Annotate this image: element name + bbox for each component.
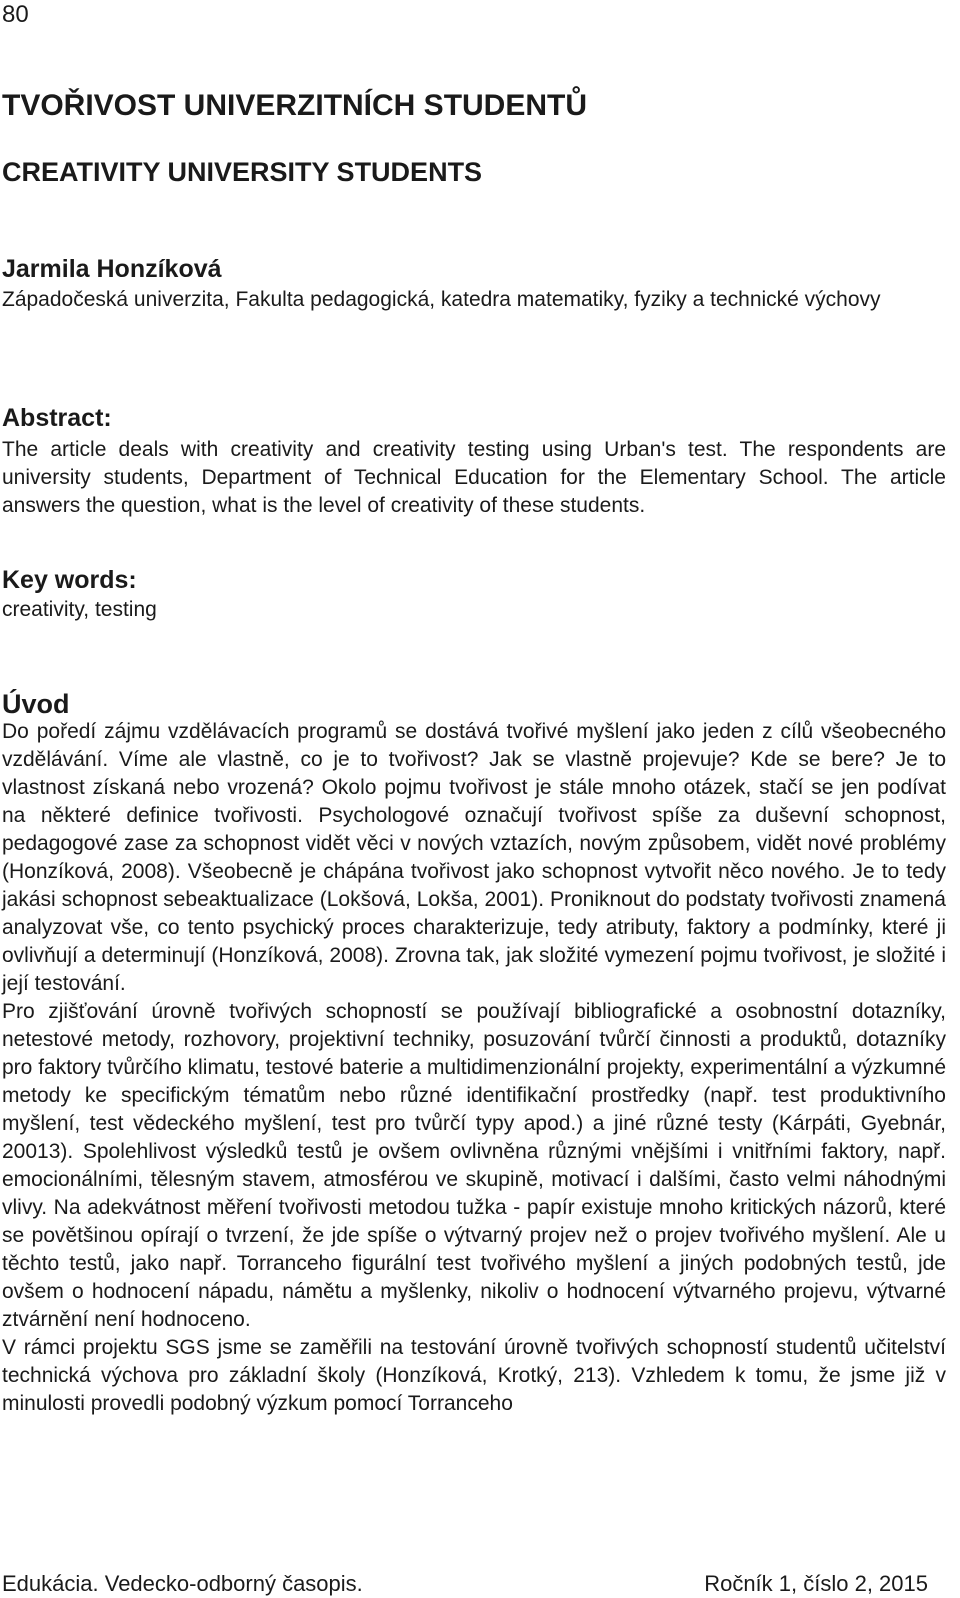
footer-journal: Edukácia. Vedecko-odborný časopis. bbox=[2, 1571, 363, 1596]
footer-issue: Ročník 1, číslo 2, 2015 bbox=[704, 1571, 928, 1596]
author-name: Jarmila Honzíková bbox=[2, 255, 222, 283]
author-affiliation: Západočeská univerzita, Fakulta pedagogická, katedra matematiky, fyziky a technické výchovy bbox=[2, 288, 881, 311]
body-paragraph: Do poředí zájmu vzdělávacích programů se dostává tvořivé myšlení jako jeden z cílů všeobecného vzdělávání. Víme ale vlastně, co je to tvořivost? Jak se vlastně projevuje? Kde se bere? Je to vlastnost získaná nebo vrozená? Okolo pojmu tvořivost je stále mnoho otázek, stačí se jen podívat na některé definice tvořivosti. Psychologové označují tvořivost spíše za duševní schopnost, pedagogové zase za schopnost vidět věci v nových vztazích, novým způsobem, vidět nové problémy (Honzíková, 2008). Všeobecně je chápána tvořivost jako schopnost vytvořit něco nového. Je to tedy jakási schopnost sebeaktualizace (Lokšová, Lokša, 2001). Proniknout do podstaty tvořivosti znamená analyzovat vše, co tento psychický proces charakterizuje, tedy atributy, faktory a podmínky, které ji ovlivňují a determinují (Honzíková, 2008). Zrovna tak, jak složité vymezení pojmu tvořivost, je složité i její testování. bbox=[2, 720, 946, 995]
abstract-heading: Abstract: bbox=[2, 404, 112, 432]
keywords-heading: Key words: bbox=[2, 566, 137, 594]
body-paragraph: V rámci projektu SGS jsme se zaměřili na testování úrovně tvořivých schopností studentů učitelství technická výchova pro základní školy (Honzíková, Krotký, 213). Vzhledem k tomu, že jsme již v minulosti provedli podobný výzkum pomocí Torranceho bbox=[2, 1336, 946, 1415]
article-title: TVOŘIVOST UNIVERZITNÍCH STUDENTŮ bbox=[2, 89, 588, 122]
page-number: 80 bbox=[2, 1, 29, 28]
abstract-text: The article deals with creativity and creativity testing using Urban's test. The respondents are university students, Department of Technical Education for the Elementary School. The article answers the question, what is the level of creativity of these students. bbox=[2, 438, 946, 517]
keywords-text: creativity, testing bbox=[2, 598, 157, 621]
body-paragraph: Pro zjišťování úrovně tvořivých schopností se používají bibliografické a osobnostní dotazníky, netestové metody, rozhovory, projektivní techniky, posuzování tvůrčí činnosti a produktů, dotazníky pro faktory tvůrčího klimatu, testové baterie a multidimenzionální projekty, experimentální a výzkumné metody ke specifickým tématům nebo různé identifikační prostředky (např. test produktivního myšlení, test vědeckého myšlení, test pro tvůrčí typy apod.) a jiné různé testy (Kárpáti, Gyebnár, 20013). Spolehlivost výsledků testů je ovšem ovlivněna různými vnějšími i vnitřními faktory, např. emocionálními, tělesným stavem, atmosférou ve skupině, motivací i dalšími, často velmi náhodnými vlivy. Na adekvátnost měření tvořivosti metodou tužka - papír existuje mnoho kritických názorů, které se povětšinou opírají o tvrzení, že jde spíše o výtvarný projev než o projev tvořivého myšlení. Ale u těchto testů, jako např. Torranceho figurální test tvořivého myšlení a jiných podobných testů, jde ovšem o hodnocení nápadu, námětu a myšlenky, nikoliv o hodnocení výtvarného projevu, výtvarné ztvárnění není hodnoceno. bbox=[2, 1000, 946, 1331]
section-body bbox=[2, 718, 946, 1418]
section-heading-uvod: Úvod bbox=[2, 689, 70, 719]
article-subtitle: CREATIVITY UNIVERSITY STUDENTS bbox=[2, 157, 483, 187]
